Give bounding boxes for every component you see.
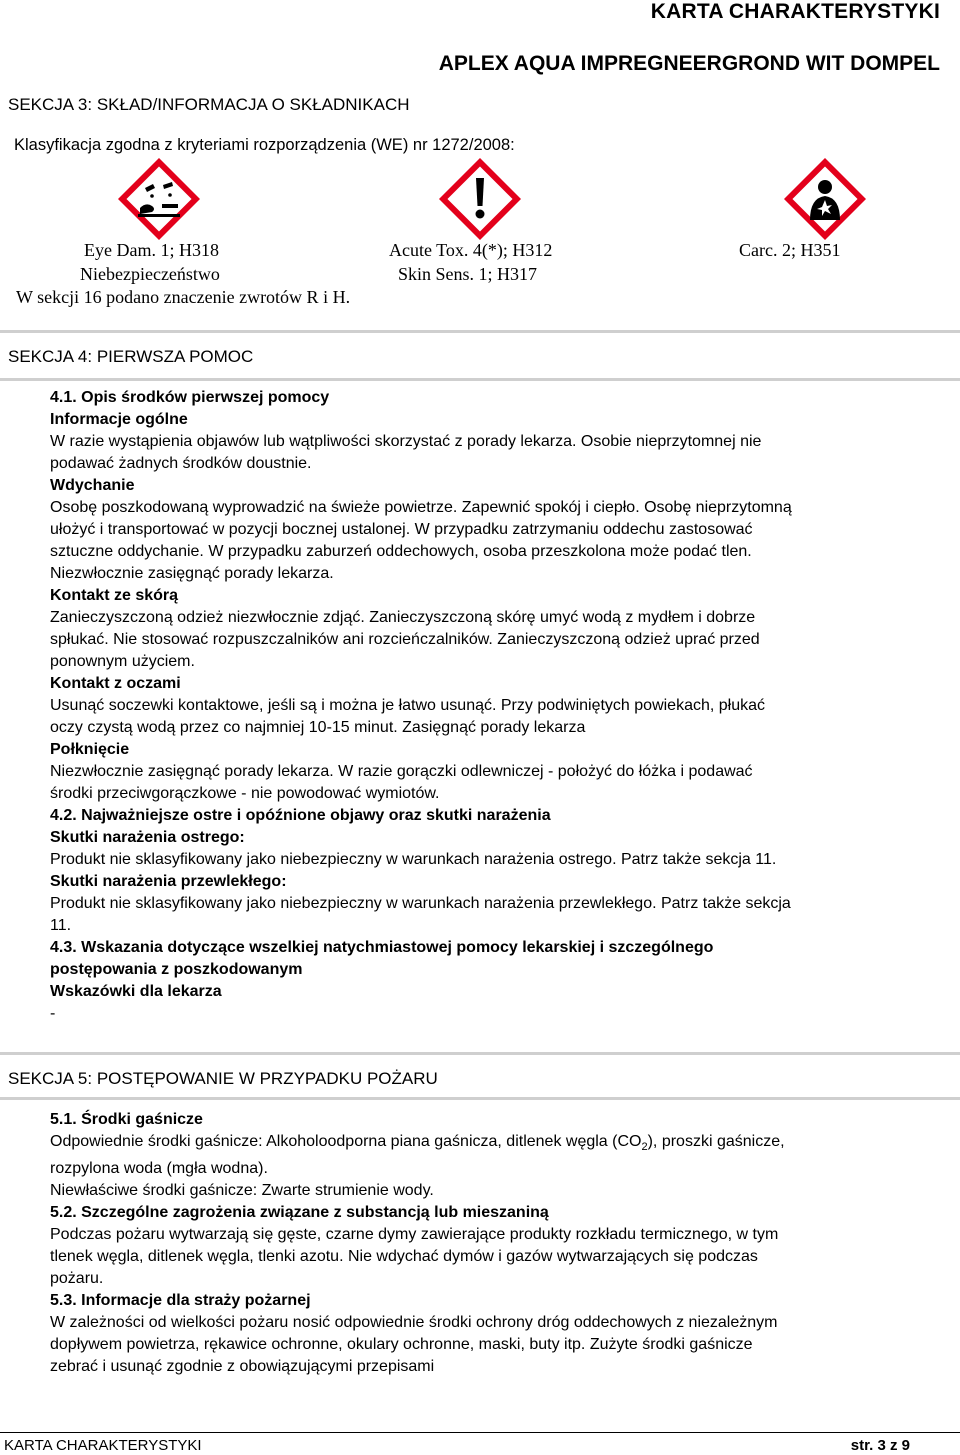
firefighter-advice-text: zebrać i usunąć zgodnie z obowiązującymi przepisami (50, 1358, 435, 1376)
section4-text-line: Niezwłocznie zasięgnąć porady lekarza. W razie gorączki odlewniczej - położyć do łóżka i podawać (50, 763, 753, 780)
suitable-extinguishing-media: Odpowiednie środki gaśnicze: Alkoholoodporna piana gaśnicza, ditlenek węgla $(CO_2)$, proszki gaśnicze, (50, 1133, 785, 1154)
section4-text-line: Zanieczyszczoną odzież niezwłocznie zdjąć. Zanieczyszczoną skórę umyć wodą z mydłem i dobrze (50, 609, 756, 626)
special-hazards-text: Podczas pożaru wytwarzają się gęste, czarne dymy zawierające produkty rozkładu termicznego, w tym (50, 1226, 779, 1244)
section4-text-line: oczy czystą wodą przez co najmniej 10-15 minut. Zasięgnąć porady lekarza (50, 719, 586, 736)
section-divider (0, 1097, 960, 1100)
section4-heading: Wskazówki dla lekarza (50, 983, 222, 1000)
unsuitable-extinguishing-media: Niewłaściwe środki gaśnicze: Zwarte strumienie wody. (50, 1182, 434, 1200)
health-hazard-icon (784, 158, 866, 240)
section5-title: SEKCJA 5: POSTĘPOWANIE W PRZYPADKU POŻARU (8, 1069, 438, 1088)
signal-word: Niebezpieczeństwo (80, 264, 220, 284)
section4-text-line: Produkt nie sklasyfikowany jako niebezpieczny w warunkach narażenia ostrego. Patrz także sekcja 11. (50, 851, 777, 868)
section4-heading: Wdychanie (50, 477, 135, 494)
special-hazards-text: tlenek węgla, ditlenek węgla, tlenki azotu. Nie wdychać dymów i gazów wytwarzających się podczas (50, 1248, 758, 1266)
section4-text-line: Niezwłocznie zasięgnąć porady lekarza. (50, 565, 334, 582)
subsection-5-1-heading: 5.1. Środki gaśnicze (50, 1111, 203, 1128)
section4-text-line: spłukać. Nie stosować rozpuszczalników ani rozcieńczalników. Zanieczyszczoną odzież uprać przed (50, 631, 760, 648)
section4-title: SEKCJA 4: PIERWSZA POMOC (8, 347, 254, 366)
classification-acute-tox: Acute Tox. 4(*); H312 (389, 240, 553, 260)
corrosion-icon (118, 158, 200, 240)
suitable-extinguishing-media-cont: rozpylona woda (mgła wodna). (50, 1160, 268, 1178)
section4-heading: Skutki narażenia ostrego: (50, 829, 245, 846)
section4-heading: Kontakt ze skórą (50, 587, 179, 604)
section4-text-line: W razie wystąpienia objawów lub wątpliwości skorzystać z porady lekarza. Osobie nieprzytomnej nie (50, 433, 762, 450)
section4-text-line: Usunąć soczewki kontaktowe, jeśli są i można je łatwo usunąć. Przy podwiniętych powiekach, płukać (50, 697, 766, 714)
footer-divider (0, 1432, 960, 1433)
section4-text-line: ułożyć i transportować w pozycji bocznej ustalonej. W przypadku zatrzymaniu oddechu zastosować (50, 521, 753, 538)
section4-text-line: Osobę poszkodowaną wyprowadzić na świeże powietrze. Zapewnić spokój i ciepło. Osobę nieprzytomną (50, 499, 792, 516)
exclamation-mark-icon (439, 158, 521, 240)
section-divider (0, 330, 960, 333)
section-divider (0, 378, 960, 381)
section4-heading: Skutki narażenia przewlekłego: (50, 873, 287, 890)
footer-doc-title: KARTA CHARAKTERYSTYKI (4, 1437, 202, 1454)
section5-body (50, 1109, 945, 1378)
classification-carc: Carc. 2; H351 (739, 240, 841, 260)
special-hazards-text: pożaru. (50, 1270, 104, 1288)
section4-heading: 4.1. Opis środków pierwszej pomocy (50, 389, 330, 406)
section4-text-line: - (50, 1005, 56, 1022)
section4-body (50, 387, 945, 1025)
classification-intro: Klasyfikacja zgodna z kryteriami rozporządzenia (WE) nr 1272/2008: (14, 136, 515, 154)
firefighter-advice-text: dopływem powietrza, rękawice ochronne, okulary ochronne, maski, buty itp. Zużyte środki gaśnicze (50, 1336, 753, 1354)
section4-text-line: sztuczne oddychanie. W przypadku zaburzeń oddechowych, osoba przeszkolona może podać tlen. (50, 543, 752, 560)
section3-title: SEKCJA 3: SKŁAD/INFORMACJA O SKŁADNIKACH (8, 95, 410, 114)
section4-heading: 4.3. Wskazania dotyczące wszelkiej natychmiastowej pomocy lekarskiej i szczególnego (50, 939, 714, 956)
section4-text-line: podawać żadnych środków doustnie. (50, 455, 312, 472)
firefighter-advice-text: W zależności od wielkości pożaru nosić odpowiednie środki ochrony dróg oddechowych z niezależnym (50, 1314, 778, 1332)
section4-heading: Kontakt z oczami (50, 675, 181, 692)
section4-heading: Informacje ogólne (50, 411, 188, 428)
section-divider (0, 1052, 960, 1055)
section4-text-line: Produkt nie sklasyfikowany jako niebezpieczny w warunkach narażenia przewlekłego. Patrz także sekcja (50, 895, 791, 912)
section4-heading: 4.2. Najważniejsze ostre i opóźnione objawy oraz skutki narażenia (50, 807, 551, 824)
section4-text-line: ponownym użyciem. (50, 653, 195, 670)
section4-heading: Połknięcie (50, 741, 130, 758)
product-name: APLEX AQUA IMPREGNEERGROND WIT DOMPEL (438, 52, 940, 75)
document-type-title: KARTA CHARAKTERYSTYKI (650, 0, 940, 23)
classification-eye-dam: Eye Dam. 1; H318 (84, 240, 219, 260)
r-h-phrases-note: W sekcji 16 podano znaczenie zwrotów R i H. (16, 287, 351, 307)
classification-skin-sens: Skin Sens. 1; H317 (398, 264, 538, 284)
subsection-5-2-heading: 5.2. Szczególne zagrożenia związane z substancją lub mieszaniną (50, 1204, 549, 1222)
subsection-5-3-heading: 5.3. Informacje dla straży pożarnej (50, 1292, 311, 1310)
page-number: str. 3 z 9 (850, 1437, 910, 1454)
section4-text-line: 11. (50, 917, 72, 934)
section4-text-line: środki przeciwgorączkowe - nie powodować wymiotów. (50, 785, 440, 802)
section4-heading: postępowania z poszkodowanym (50, 961, 303, 978)
